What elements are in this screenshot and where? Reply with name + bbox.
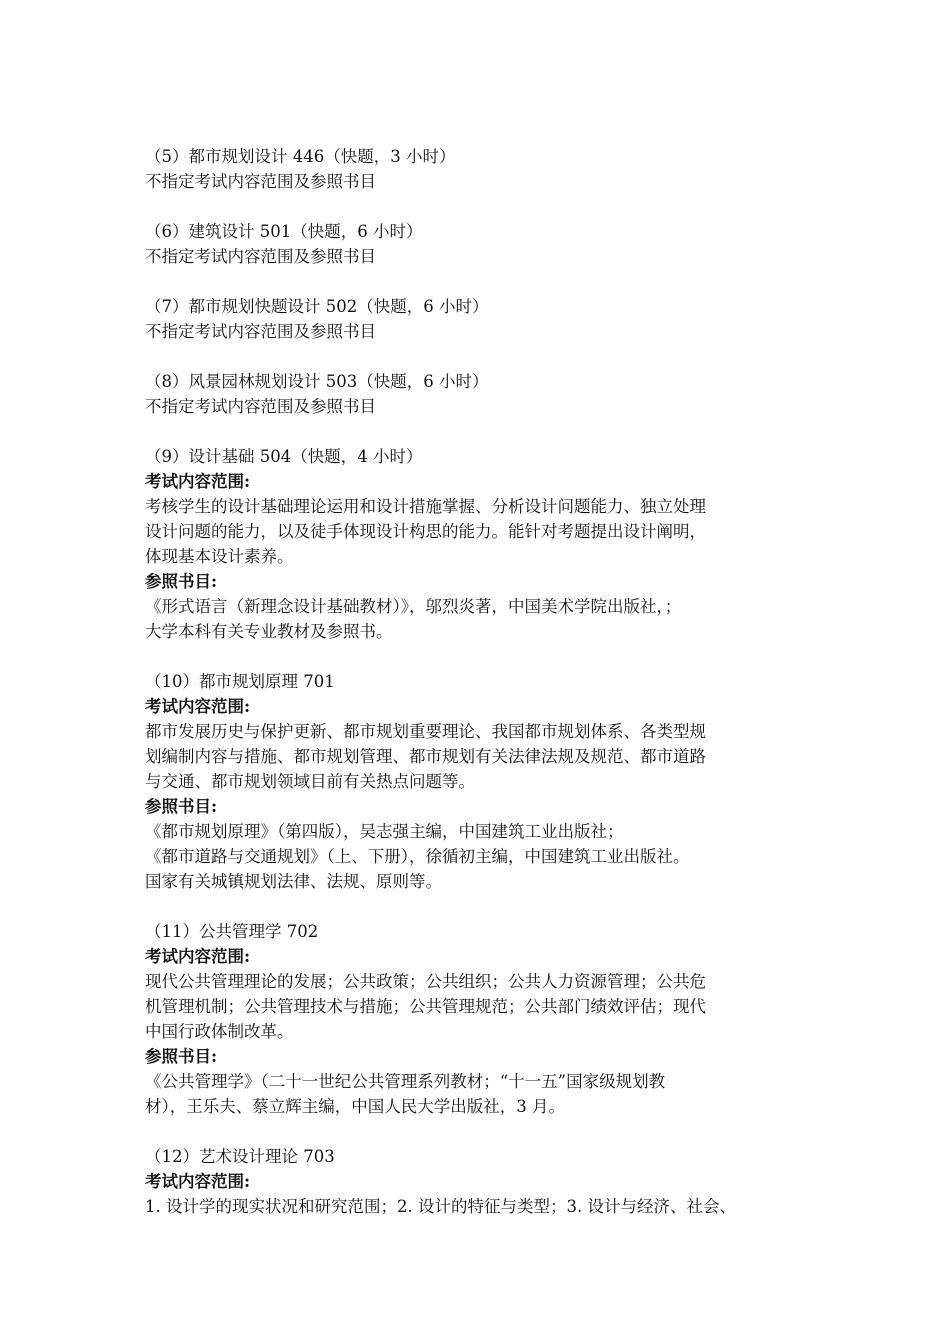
section-6: [145, 219, 825, 269]
section-12: [145, 1144, 825, 1219]
reference-label: 参照书目:: [145, 1047, 218, 1066]
reference-line: 大学本科有关专业教材及参照书。: [145, 622, 393, 641]
section-heading: （5）都市规划设计 446（快题，3 小时）: [145, 147, 456, 166]
reference-line: 《都市道路与交通规划》（上、下册），徐循初主编，中国建筑工业出版社。: [145, 847, 690, 866]
scope-label: 考试内容范围:: [145, 697, 251, 716]
scope-line: 中国行政体制改革。: [145, 1022, 294, 1041]
scope-label: 考试内容范围:: [145, 472, 251, 491]
scope-line: 考核学生的设计基础理论运用和设计措施掌握、分析设计问题能力、独立处理: [145, 497, 706, 516]
section-note: 不指定考试内容范围及参照书目: [145, 397, 376, 416]
scope-line: 现代公共管理理论的发展；公共政策；公共组织；公共人力资源管理；公共危: [145, 972, 706, 991]
scope-line: 机管理机制；公共管理技术与措施；公共管理规范；公共部门绩效评估；现代: [145, 997, 706, 1016]
section-note: 不指定考试内容范围及参照书目: [145, 322, 376, 341]
section-7: [145, 294, 825, 344]
reference-label: 参照书目:: [145, 797, 218, 816]
reference-line: 材），王乐夫、蔡立辉主编，中国人民大学出版社，3 月。: [145, 1097, 565, 1116]
scope-line: 与交通、都市规划领域目前有关热点问题等。: [145, 772, 475, 791]
reference-line: 《都市规划原理》（第四版），吴志强主编，中国建筑工业出版社；: [145, 822, 624, 841]
reference-label: 参照书目:: [145, 572, 218, 591]
section-heading: （8）风景园林规划设计 503（快题，6 小时）: [145, 372, 489, 391]
section-heading: （6）建筑设计 501（快题，6 小时）: [145, 222, 423, 241]
document-page: [145, 144, 825, 1244]
section-11: [145, 919, 825, 1119]
section-heading: （9）设计基础 504（快题，4 小时）: [145, 447, 423, 466]
scope-line: 体现基本设计素养。: [145, 547, 294, 566]
scope-label: 考试内容范围:: [145, 947, 251, 966]
reference-line: 《公共管理学》（二十一世纪公共管理系列教材；“十一五”国家级规划教: [145, 1072, 666, 1091]
reference-line: 《形式语言（新理念设计基础教材）》，邬烈炎著，中国美术学院出版社，；: [145, 597, 682, 616]
section-8: [145, 369, 825, 419]
section-9: [145, 444, 825, 644]
section-heading: （12）艺术设计理论 703: [145, 1147, 335, 1166]
section-heading: （11）公共管理学 702: [145, 922, 319, 941]
section-note: 不指定考试内容范围及参照书目: [145, 172, 376, 191]
scope-label: 考试内容范围:: [145, 1172, 251, 1191]
section-5: [145, 144, 825, 194]
scope-line: 划编制内容与措施、都市规划管理、都市规划有关法律法规及规范、都市道路: [145, 747, 706, 766]
section-heading: （10）都市规划原理 701: [145, 672, 335, 691]
scope-line: 设计问题的能力，以及徒手体现设计构思的能力。能针对考题提出设计阐明，: [145, 522, 706, 541]
section-note: 不指定考试内容范围及参照书目: [145, 247, 376, 266]
section-10: [145, 669, 825, 894]
scope-line: 1. 设计学的现实状况和研究范围；2. 设计的特征与类型；3. 设计与经济、社会、: [145, 1197, 736, 1216]
scope-line: 都市发展历史与保护更新、都市规划重要理论、我国都市规划体系、各类型规: [145, 722, 706, 741]
section-heading: （7）都市规划快题设计 502（快题，6 小时）: [145, 297, 489, 316]
reference-line: 国家有关城镇规划法律、法规、原则等。: [145, 872, 442, 891]
